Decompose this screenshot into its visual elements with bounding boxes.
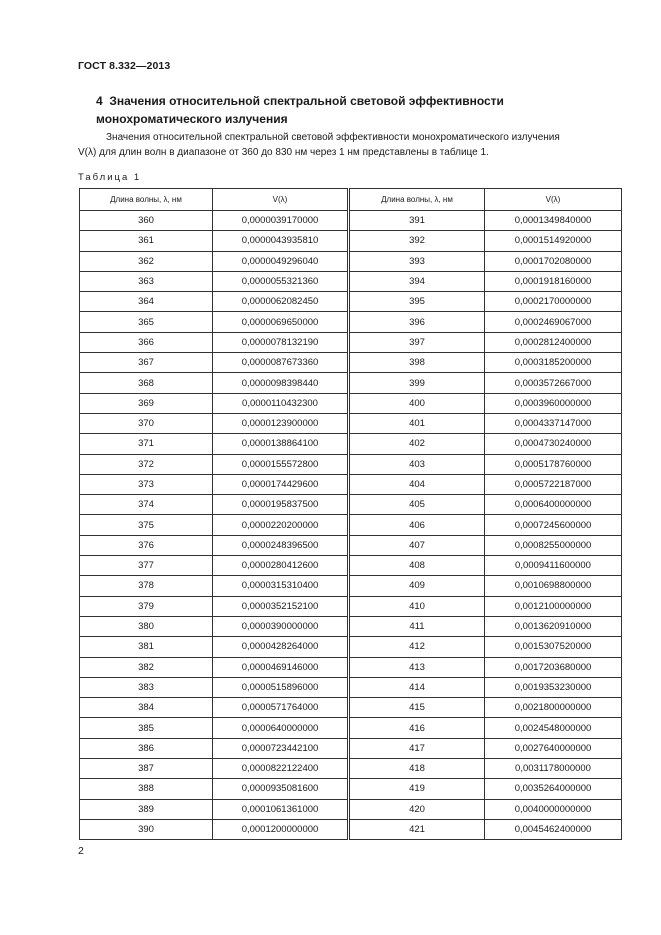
table-row	[80, 454, 622, 474]
section-heading	[96, 92, 596, 128]
document-header: ГОСТ 8.332—2013	[78, 60, 171, 72]
table-row	[80, 535, 622, 555]
cell-wavelength-right: 393	[349, 251, 485, 271]
cell-v-lambda-left: 0,0000155572800	[213, 454, 349, 474]
cell-wavelength-right: 401	[349, 413, 485, 433]
cell-wavelength-left: 388	[80, 779, 213, 799]
cell-wavelength-right: 403	[349, 454, 485, 474]
cell-v-lambda-right: 0,0035264000000	[485, 779, 622, 799]
cell-v-lambda-left: 0,0000935081600	[213, 779, 349, 799]
cell-wavelength-right: 409	[349, 576, 485, 596]
table-row	[80, 657, 622, 677]
cell-v-lambda-right: 0,0019353230000	[485, 677, 622, 697]
table-row	[80, 616, 622, 636]
cell-v-lambda-left: 0,0000174429600	[213, 474, 349, 494]
table-row	[80, 677, 622, 697]
table-header-row	[80, 189, 622, 211]
cell-v-lambda-right: 0,0008255000000	[485, 535, 622, 555]
cell-wavelength-right: 392	[349, 231, 485, 251]
table-row	[80, 738, 622, 758]
cell-v-lambda-left: 0,0000315310400	[213, 576, 349, 596]
cell-v-lambda-left: 0,0000571764000	[213, 698, 349, 718]
table-row	[80, 596, 622, 616]
cell-v-lambda-left: 0,0000043935810	[213, 231, 349, 251]
cell-v-lambda-right: 0,0010698800000	[485, 576, 622, 596]
cell-v-lambda-right: 0,0002812400000	[485, 332, 622, 352]
cell-v-lambda-left: 0,0000723442100	[213, 738, 349, 758]
cell-wavelength-left: 373	[80, 474, 213, 494]
cell-v-lambda-left: 0,0000248396500	[213, 535, 349, 555]
table-row	[80, 434, 622, 454]
cell-wavelength-left: 386	[80, 738, 213, 758]
cell-wavelength-left: 364	[80, 292, 213, 312]
cell-wavelength-left: 385	[80, 718, 213, 738]
cell-v-lambda-right: 0,0005722187000	[485, 474, 622, 494]
cell-v-lambda-left: 0,0000390000000	[213, 616, 349, 636]
cell-wavelength-right: 400	[349, 393, 485, 413]
table-row	[80, 759, 622, 779]
cell-v-lambda-left: 0,0000822122400	[213, 759, 349, 779]
cell-v-lambda-left: 0,0000062082450	[213, 292, 349, 312]
cell-wavelength-left: 383	[80, 677, 213, 697]
cell-v-lambda-left: 0,0000469146000	[213, 657, 349, 677]
table-label: Таблица 1	[78, 172, 142, 183]
table-row	[80, 373, 622, 393]
cell-wavelength-left: 380	[80, 616, 213, 636]
cell-v-lambda-right: 0,0009411600000	[485, 556, 622, 576]
intro-paragraph	[78, 130, 618, 160]
cell-v-lambda-right: 0,0003960000000	[485, 393, 622, 413]
cell-wavelength-right: 413	[349, 657, 485, 677]
cell-v-lambda-left: 0,0000123900000	[213, 413, 349, 433]
table-row	[80, 779, 622, 799]
table-row	[80, 231, 622, 251]
cell-wavelength-left: 389	[80, 799, 213, 819]
cell-wavelength-right: 407	[349, 535, 485, 555]
cell-v-lambda-left: 0,0000352152100	[213, 596, 349, 616]
table-row	[80, 576, 622, 596]
cell-wavelength-right: 416	[349, 718, 485, 738]
cell-wavelength-left: 362	[80, 251, 213, 271]
cell-v-lambda-left: 0,0000195837500	[213, 495, 349, 515]
table-row	[80, 271, 622, 291]
cell-wavelength-left: 363	[80, 271, 213, 291]
cell-wavelength-left: 384	[80, 698, 213, 718]
cell-wavelength-left: 375	[80, 515, 213, 535]
cell-wavelength-right: 397	[349, 332, 485, 352]
cell-v-lambda-right: 0,0017203680000	[485, 657, 622, 677]
cell-wavelength-right: 398	[349, 353, 485, 373]
cell-wavelength-right: 417	[349, 738, 485, 758]
cell-v-lambda-left: 0,0000280412600	[213, 556, 349, 576]
spectral-efficiency-table	[79, 188, 622, 840]
header-v-lambda-right: V(λ)	[485, 189, 622, 211]
cell-wavelength-left: 371	[80, 434, 213, 454]
cell-v-lambda-right: 0,0001514920000	[485, 231, 622, 251]
cell-wavelength-left: 374	[80, 495, 213, 515]
cell-v-lambda-right: 0,0001702080000	[485, 251, 622, 271]
cell-v-lambda-right: 0,0002469067000	[485, 312, 622, 332]
cell-v-lambda-right: 0,0001918160000	[485, 271, 622, 291]
page-number: 2	[78, 845, 84, 857]
cell-v-lambda-right: 0,0031178000000	[485, 759, 622, 779]
section-number: 4	[96, 94, 103, 108]
cell-wavelength-right: 405	[349, 495, 485, 515]
cell-wavelength-left: 361	[80, 231, 213, 251]
cell-wavelength-left: 382	[80, 657, 213, 677]
table-row	[80, 474, 622, 494]
cell-v-lambda-right: 0,0005178760000	[485, 454, 622, 474]
cell-wavelength-right: 414	[349, 677, 485, 697]
cell-wavelength-left: 367	[80, 353, 213, 373]
table-row	[80, 718, 622, 738]
cell-wavelength-left: 378	[80, 576, 213, 596]
cell-v-lambda-right: 0,0003572667000	[485, 373, 622, 393]
table-row	[80, 556, 622, 576]
paragraph-line-1: Значения относительной спектральной световой эффективности монохроматического излучения	[106, 132, 560, 143]
cell-wavelength-right: 418	[349, 759, 485, 779]
cell-wavelength-left: 365	[80, 312, 213, 332]
cell-wavelength-right: 402	[349, 434, 485, 454]
table-row	[80, 353, 622, 373]
table-row	[80, 495, 622, 515]
cell-wavelength-right: 395	[349, 292, 485, 312]
cell-v-lambda-right: 0,0004730240000	[485, 434, 622, 454]
header-wavelength-right: Длина волны, λ, нм	[349, 189, 485, 211]
cell-v-lambda-right: 0,0001349840000	[485, 211, 622, 231]
header-v-lambda-left: V(λ)	[213, 189, 349, 211]
section-title: Значения относительной спектральной световой эффективности монохроматического излучения	[96, 94, 504, 126]
cell-wavelength-right: 412	[349, 637, 485, 657]
table-row	[80, 312, 622, 332]
cell-wavelength-left: 370	[80, 413, 213, 433]
cell-v-lambda-left: 0,0000039170000	[213, 211, 349, 231]
cell-v-lambda-right: 0,0006400000000	[485, 495, 622, 515]
cell-v-lambda-left: 0,0000055321360	[213, 271, 349, 291]
cell-v-lambda-left: 0,0000640000000	[213, 718, 349, 738]
header-wavelength-left: Длина волны, λ, нм	[80, 189, 213, 211]
cell-v-lambda-right: 0,0015307520000	[485, 637, 622, 657]
cell-v-lambda-left: 0,0000515896000	[213, 677, 349, 697]
cell-wavelength-right: 394	[349, 271, 485, 291]
cell-wavelength-right: 399	[349, 373, 485, 393]
cell-wavelength-right: 406	[349, 515, 485, 535]
cell-v-lambda-right: 0,0002170000000	[485, 292, 622, 312]
cell-v-lambda-left: 0,0001200000000	[213, 819, 349, 839]
cell-wavelength-left: 379	[80, 596, 213, 616]
table-row	[80, 292, 622, 312]
table-row	[80, 698, 622, 718]
cell-wavelength-right: 408	[349, 556, 485, 576]
cell-wavelength-left: 390	[80, 819, 213, 839]
cell-v-lambda-right: 0,0004337147000	[485, 413, 622, 433]
cell-wavelength-right: 396	[349, 312, 485, 332]
cell-v-lambda-left: 0,0000110432300	[213, 393, 349, 413]
cell-v-lambda-right: 0,0007245600000	[485, 515, 622, 535]
cell-v-lambda-right: 0,0027640000000	[485, 738, 622, 758]
table-row	[80, 393, 622, 413]
cell-v-lambda-right: 0,0040000000000	[485, 799, 622, 819]
cell-wavelength-left: 381	[80, 637, 213, 657]
cell-wavelength-left: 366	[80, 332, 213, 352]
table-row	[80, 211, 622, 231]
cell-v-lambda-right: 0,0013620910000	[485, 616, 622, 636]
cell-wavelength-right: 415	[349, 698, 485, 718]
table-row	[80, 515, 622, 535]
paragraph-line-2: V(λ) для длин волн в диапазоне от 360 до 830 нм через 1 нм представлены в таблице 1.	[78, 147, 489, 158]
cell-wavelength-right: 420	[349, 799, 485, 819]
cell-v-lambda-right: 0,0045462400000	[485, 819, 622, 839]
cell-wavelength-left: 368	[80, 373, 213, 393]
cell-wavelength-right: 411	[349, 616, 485, 636]
cell-v-lambda-right: 0,0012100000000	[485, 596, 622, 616]
table-row	[80, 413, 622, 433]
cell-wavelength-left: 372	[80, 454, 213, 474]
cell-v-lambda-left: 0,0001061361000	[213, 799, 349, 819]
cell-v-lambda-left: 0,0000220200000	[213, 515, 349, 535]
cell-wavelength-left: 377	[80, 556, 213, 576]
cell-v-lambda-left: 0,0000087673360	[213, 353, 349, 373]
table-row	[80, 637, 622, 657]
cell-v-lambda-left: 0,0000078132190	[213, 332, 349, 352]
cell-wavelength-left: 376	[80, 535, 213, 555]
cell-v-lambda-left: 0,0000069650000	[213, 312, 349, 332]
table-row	[80, 251, 622, 271]
cell-wavelength-left: 387	[80, 759, 213, 779]
cell-v-lambda-left: 0,0000138864100	[213, 434, 349, 454]
cell-v-lambda-left: 0,0000049296040	[213, 251, 349, 271]
cell-v-lambda-right: 0,0021800000000	[485, 698, 622, 718]
cell-wavelength-right: 421	[349, 819, 485, 839]
cell-wavelength-right: 391	[349, 211, 485, 231]
cell-wavelength-left: 369	[80, 393, 213, 413]
cell-v-lambda-right: 0,0003185200000	[485, 353, 622, 373]
cell-wavelength-right: 404	[349, 474, 485, 494]
table-row	[80, 799, 622, 819]
cell-v-lambda-left: 0,0000428264000	[213, 637, 349, 657]
table-row	[80, 819, 622, 839]
cell-wavelength-left: 360	[80, 211, 213, 231]
cell-wavelength-right: 410	[349, 596, 485, 616]
table-row	[80, 332, 622, 352]
table-body	[80, 211, 622, 840]
cell-v-lambda-right: 0,0024548000000	[485, 718, 622, 738]
cell-wavelength-right: 419	[349, 779, 485, 799]
cell-v-lambda-left: 0,0000098398440	[213, 373, 349, 393]
